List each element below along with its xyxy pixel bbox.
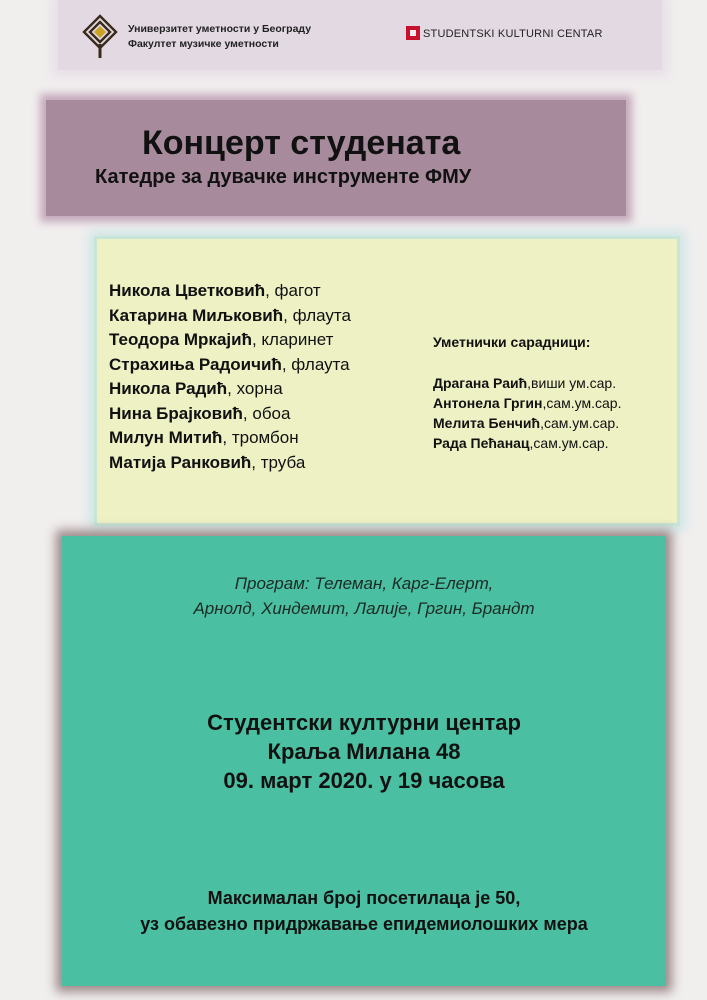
associate-name: Мелита Бенчић — [433, 415, 541, 431]
performer-name: Матија Ранковић — [109, 452, 252, 472]
notice-line-2: уз обавезно придржавање епидемиолошких мера — [140, 914, 588, 934]
performer-name: Страхиња Радоичић — [109, 354, 282, 374]
associate-name: Антонела Гргин — [433, 395, 543, 411]
list-item — [433, 433, 621, 453]
performer-instrument: , обоа — [242, 403, 291, 423]
event-info-panel — [62, 536, 666, 986]
associates-list — [433, 373, 621, 453]
performer-name: Милун Митић — [109, 428, 223, 447]
performer-name: Катарина Миљковић — [109, 305, 284, 325]
performer-instrument: , кларинет — [251, 330, 334, 349]
list-item — [109, 451, 351, 476]
associate-role: ,сам.ум.сар. — [542, 395, 622, 411]
university-name — [128, 22, 311, 52]
performer-instrument: , хорна — [227, 379, 283, 398]
list-item — [433, 393, 621, 413]
concert-subtitle: Катедре за дувачке инструменте ФМУ — [95, 166, 472, 188]
venue-address: Краља Милана 48 — [267, 739, 461, 764]
partner-name: STUDENTSKI KULTURNI CENTAR — [423, 28, 603, 40]
performer-name: Теодора Мркајић — [109, 330, 252, 349]
university-line-2: Факултет музичке уметности — [128, 38, 279, 50]
list-item — [433, 413, 621, 433]
event-datetime: 09. март 2020. у 19 часова — [223, 768, 505, 793]
associate-name: Драгана Раић — [433, 375, 528, 391]
list-item — [109, 353, 351, 378]
title-banner — [46, 100, 626, 216]
university-logo-icon — [80, 14, 120, 60]
associate-role: ,виши ум.сар. — [527, 375, 617, 391]
notice-line-1: Максималан број посетилаца је 50, — [207, 888, 521, 908]
associate-name: Рада Пећанац — [433, 435, 530, 451]
performer-name: Нина Брајковић — [109, 403, 243, 423]
university-line-1: Универзитет уметности у Београду — [128, 23, 312, 35]
performer-instrument: , труба — [251, 452, 306, 472]
performer-instrument: , флаута — [281, 354, 350, 374]
program-line-1: Програм: Телеман, Карг-Елерт, — [234, 574, 494, 593]
list-item — [109, 279, 351, 304]
associates-heading: Уметнички сарадници: — [433, 334, 591, 350]
concert-title: Концерт студената — [142, 124, 461, 162]
performer-instrument: , флаута — [283, 305, 351, 325]
performer-name: Никола Радић — [109, 379, 228, 398]
performers-list — [109, 279, 351, 475]
performer-instrument: , фагот — [265, 281, 321, 300]
associate-role: ,сам.ум.сар. — [529, 435, 609, 451]
program-line-2: Арнолд, Хиндемит, Лалије, Гргин, Брандт — [193, 599, 535, 618]
performer-instrument: , тромбон — [222, 428, 299, 447]
list-item — [109, 402, 351, 427]
list-item — [109, 426, 351, 451]
list-item — [109, 304, 351, 329]
performer-name: Никола Цветковић — [109, 281, 266, 300]
associate-role: ,сам.ум.сар. — [540, 415, 620, 431]
list-item — [433, 373, 621, 393]
list-item — [109, 328, 351, 353]
performers-panel — [94, 236, 680, 526]
skc-logo-icon — [406, 26, 420, 40]
venue-name: Студентски културни центар — [207, 710, 521, 735]
list-item — [109, 377, 351, 402]
